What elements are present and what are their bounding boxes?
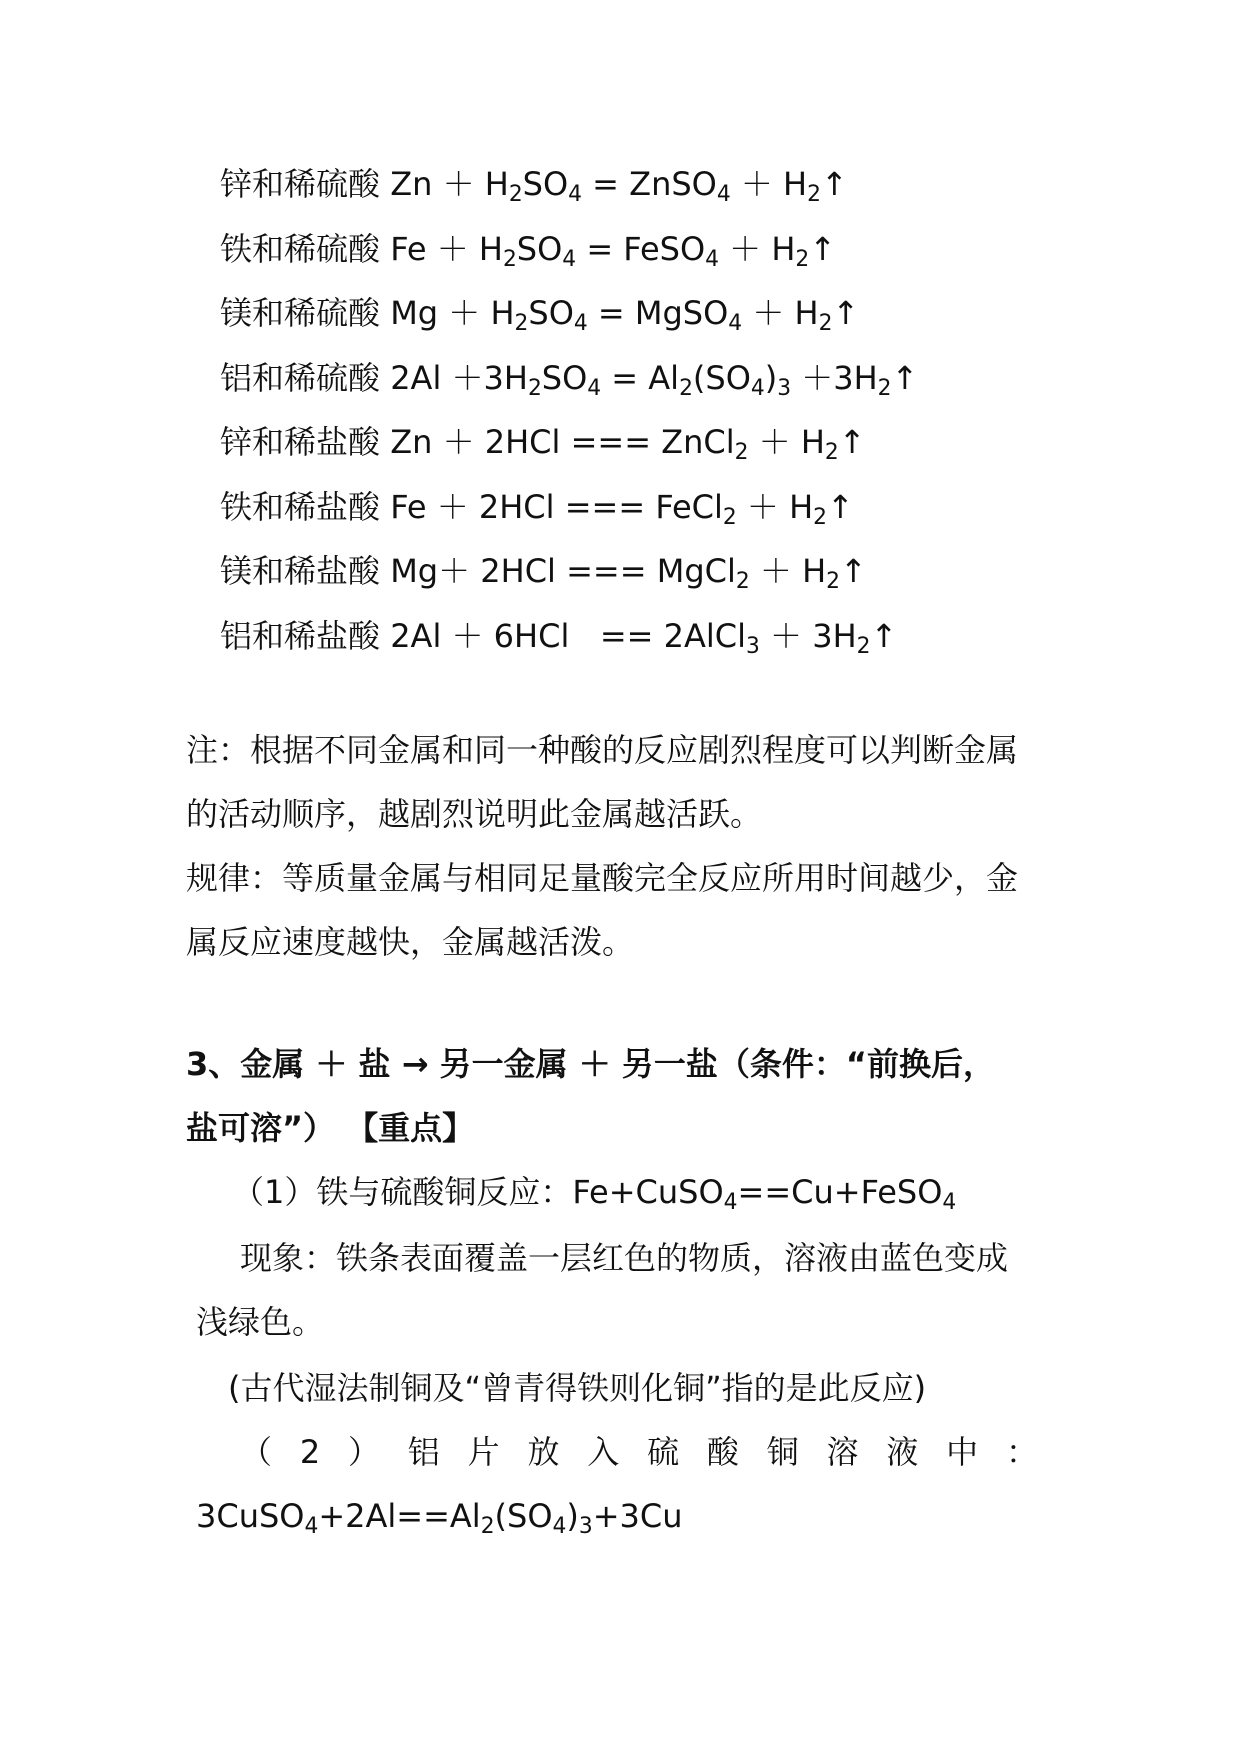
reaction-name: 镁和稀硫酸 [220, 294, 391, 332]
reaction-formula: $2Al +3H_2SO_4 = Al_2(SO_4)_3$ $+3H_2↑$ [390, 358, 919, 401]
reaction-name: 锌和稀硫酸 [220, 165, 391, 203]
equation-row [220, 551, 867, 595]
equation-row [220, 616, 898, 659]
rule-line-1: 规律：等质量金属与相同足量酸完全反应所用时间越少，金 [186, 859, 1019, 897]
rule-line-2: 属反应速度越快，金属越活泼。 [186, 923, 635, 961]
item-1-formula: Fe+CuSO$_4$==Cu+FeSO$_4$ [572, 1173, 957, 1216]
item-2-formula: $3CuSO_4+2Al==Al_2(SO_4)_3+3Cu$ [196, 1497, 683, 1540]
phenomenon-line-2: 浅绿色。 [196, 1303, 325, 1341]
equation-row [220, 422, 866, 466]
equation-row [220, 164, 848, 208]
reaction-formula: Mg＋ 2HCl === MgCl$_2$ ＋ $H_2↑$ [390, 552, 867, 595]
reaction-formula: Fe ＋ 2HCl === FeCl$_2$ ＋ $H_2↑$ [390, 487, 854, 530]
reaction-formula: $Fe + H_2SO_4$ = FeSO$_4$ ＋ $H_2↑$ [390, 229, 837, 272]
ancient-note: (古代湿法制铜及“曾青得铁则化铜”指的是此反应) [228, 1369, 927, 1407]
reaction-formula: $Mg + H_2SO_4$ = MgSO$_4$ ＋ $H_2↑$ [390, 294, 860, 337]
item-1 [232, 1172, 957, 1216]
equation-row [220, 293, 860, 337]
reaction-name: 铝和稀硫酸 [220, 358, 391, 397]
reaction-name: 锌和稀盐酸 [220, 423, 391, 461]
section-heading-line-1: 3、金属 ＋ 盐 → 另一金属 ＋ 另一盐（条件：“前换后， [186, 1045, 995, 1083]
reaction-name: 铁和稀盐酸 [220, 487, 391, 526]
equation-row [220, 229, 837, 272]
item-2-label: （2）铝片放入硫酸铜溶液中： [240, 1433, 1040, 1471]
reaction-formula: $Zn + H_2SO_4$ = ZnSO$_4$ ＋ $H_2↑$ [390, 165, 848, 208]
note-line-2: 的活动顺序，越剧烈说明此金属越活跃。 [186, 795, 763, 833]
reaction-formula: Zn ＋ 2HCl === ZnCl$_2$ ＋ $H_2↑$ [390, 423, 866, 466]
reaction-name: 铝和稀盐酸 [220, 616, 391, 655]
equation-row [220, 487, 854, 530]
reaction-name: 铁和稀硫酸 [220, 229, 391, 268]
reaction-name: 镁和稀盐酸 [220, 552, 391, 590]
item-1-label: （1）铁与硫酸铜反应： [232, 1173, 573, 1211]
section-heading-line-2: 盐可溶”） 【重点】 [186, 1109, 475, 1147]
phenomenon-line-1: 现象：铁条表面覆盖一层红色的物质，溶液由蓝色变成 [240, 1239, 1009, 1277]
reaction-formula: 2Al ＋ 6HCl == 2AlCl$_3$ ＋ $3H_2↑$ [390, 616, 898, 659]
note-line-1: 注：根据不同金属和同一种酸的反应剧烈程度可以判断金属 [186, 731, 1019, 769]
equation-row [220, 358, 919, 401]
